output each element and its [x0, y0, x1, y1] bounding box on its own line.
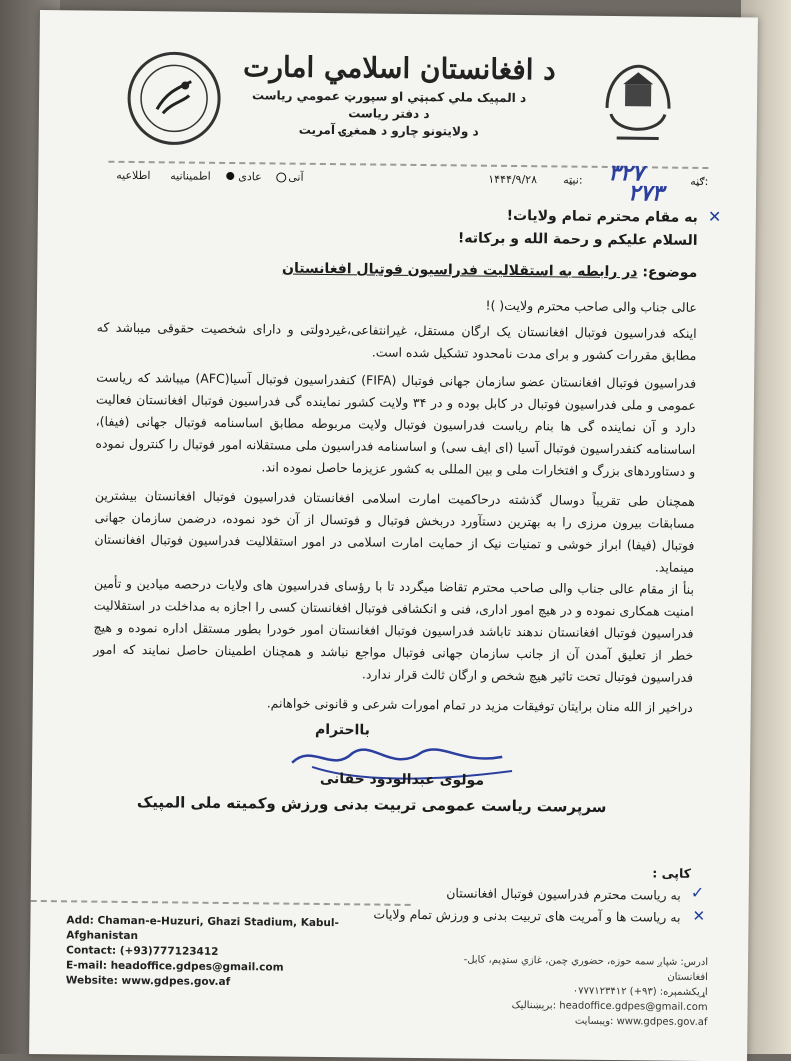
header-title: د افغانستان اسلامي امارت	[242, 50, 556, 87]
footer-ps-contact: اړیکشمېره: (۹۳+) ۰۷۷۷۱۲۳۴۱۲	[572, 985, 708, 999]
subject-label: موضوع:	[642, 264, 698, 281]
number-label: ګڼه:	[690, 174, 709, 189]
letter-paper	[29, 10, 758, 1061]
footer-pashto	[429, 952, 708, 1030]
priority-urgent: آنی	[288, 170, 304, 184]
recipient-line: به مقام محترم تمام ولایات!	[506, 207, 698, 226]
greeting-line: السلام علیکم و رحمة الله و برکاته!	[457, 230, 698, 249]
x-mark-icon: ✕	[707, 207, 722, 227]
priority-normal: عادی	[238, 170, 262, 184]
signer-name: مولوی عبدالودود حقانی	[319, 770, 485, 789]
paragraph-4: بنأ از مقام عالی جناب والی صاحب محترم تقاضا میگردد تا با رؤسای فدراسیون های ولایات درحصه میادین و تأمین امنیت همکاری نموده و در هیچ امور اداری، فنی و انکشافی فوتبال افغانستان کسی را اجازه به مداخلت در استقلالیت فدراسیون فوتبال افغانستان ندهند تاباشد فدراسیون فوتبال افغانستان امور خودرا بطور مستقل اداره نموده و هیچ خطر از تعلیق آمدن آن از جانب سازمان جهانی فوتبال مواجع نباشد و همچنان اطمینان حاصل نمایند که امور فدراسیون فوتبال تحت تاثیر هیچ شخص و ارگان ثالث قرار ندارد.	[93, 575, 695, 685]
signer-title: سرپرست ریاست عمومی تربیت بدنی ورزش وکمیته ملی المپیک	[136, 793, 607, 816]
emirate-emblem-logo	[597, 58, 680, 147]
copy-item-2: به ریاست ها و آمریت های تربیت بدنی و ورزش تمام ولایات	[373, 906, 681, 925]
priority-secure: اطمینانیه	[170, 169, 211, 183]
paragraph-5: دراخیر از الله منان برایتان توفیقات مزید در تمام امورات شرعی و قانونی خواهانم.	[266, 695, 693, 715]
footer-contact: Contact: (+93)777123412	[66, 944, 219, 958]
header-line-1: د المپیک ملي کمېټي او سپورټ عمومي ریاست	[251, 88, 527, 106]
priority-normal-radio	[226, 172, 234, 180]
handwritten-number-1: ۳۲۷	[608, 159, 644, 187]
date-label: نیټه:	[563, 173, 583, 187]
copy-label: کاپی :	[652, 865, 692, 881]
handwritten-number-2: ۲۷۳	[627, 180, 664, 207]
footer-english	[66, 913, 367, 991]
subject-line	[237, 257, 697, 284]
copy-item-1: به ریاست محترم فدراسیون فوتبال افغانستان	[446, 885, 681, 903]
paragraph-3: همچنان طی تقریباً دوسال گذشته درحاکمیت امارت اسلامی افغانستان فدراسیون فوتبال افغانستان بیشترین مسابقات بیرون مرزی را به بهترین دستآورد دربخش فوتبال و فوتسال از آن خود نموده، درضمن سازمان جهانی فوتبال (فیفا) ابراز خوشی و تمنیات نیک از حمایت امارت اسلامی در امور استقلالیت فدراسیون فوتبال افغانستان مینماید.	[94, 487, 695, 575]
footer-email: E-mail: headoffice.gdpes@gmail.com	[65, 959, 284, 974]
footer-ps-address: ادرس: شپاږ سمه حوزه، حضوري چمن، غازي ستډیم، کابل- افغانستان	[463, 954, 709, 984]
paragraph-1: اینکه فدراسیون فوتبال افغانستان یک ارگان مستقل، غیرانتفاعی،غیردولتی و دارای شخصیت حقوقی میباشد که مطابق مقررات کشور و برای مدت نامحدود تشکیل شده است.	[96, 319, 697, 363]
check-mark-icon: ✓	[690, 882, 705, 903]
header-line-2: د دفتر ریاست	[348, 106, 430, 122]
subject-text: در رابطه به استقلالیت فدراسیون فوتبال افغانستان	[281, 260, 638, 281]
date-value: ۱۴۴۴/۹/۲۸	[488, 172, 538, 187]
salutation-line: عالی جناب والی صاحب محترم ولایت( )!	[485, 297, 698, 315]
paragraph-2: فدراسیون فوتبال افغانستان عضو سازمان جهانی فوتبال (FIFA) کنفدراسیون فوتبال آسیا(AFC) میباشد که ریاست عمومی و ملی فدراسیون فوتبال در کابل بوده و در ۳۴ ولایت کشور نماینده گی فدراسیون فوتبال افغانستان فعالیت دارد و آن نماینده گی ها بنام ریاست فدراسیون فوتبال ولایت مربوطه مطابق اساسنامه فوتبال جهانی (فیفا)، اساسنامه کنفدراسیون فوتبال آسیا (ای ایف سی) و اساسنامه فدراسیون ملی مستقلانه امور فوتبال را کنترول نموده و دستاوردهای بزرگ و افتخارات ملی و بین المللی به کشور عزیزما حاصل نموده اند.	[95, 369, 697, 479]
closing: بااحترام	[314, 721, 370, 739]
x-mark-icon-2: ✕	[692, 906, 706, 926]
footer-website: Website: www.gdpes.gov.af	[65, 974, 231, 989]
priority-urgent-radio	[276, 172, 286, 182]
footer-ps-email: headoffice.gdpes@gmail.com :برېښنالیک	[511, 999, 708, 1014]
priority-info: اطلاعیه	[116, 168, 151, 183]
meta-line	[108, 159, 709, 207]
footer-ps-website: www.gdpes.gov.af :ویبسایت	[574, 1015, 708, 1029]
olympic-seal-logo	[127, 51, 222, 146]
header-line-3: د ولایتونو چارو د همغږۍ آمریت	[298, 122, 479, 139]
footer-address: Add: Chaman-e-Huzuri, Ghazi Stadium, Kabul-Afghanistan	[66, 914, 339, 943]
